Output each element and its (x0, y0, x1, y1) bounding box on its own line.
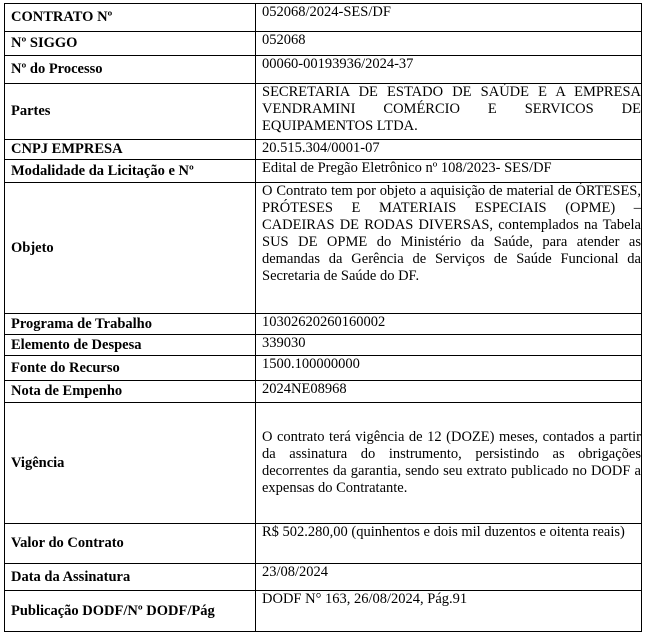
table-row-programa (5, 314, 642, 335)
table-row-cnpj (5, 140, 642, 160)
assinatura-value: 23/08/2024 (256, 564, 642, 591)
table-row-contrato (5, 4, 642, 32)
programa-value: 10302620260160002 (256, 314, 642, 335)
vigencia-label: Vigência (5, 403, 256, 524)
empenho-label: Nota de Empenho (5, 381, 256, 403)
table-row-processo (5, 56, 642, 84)
cnpj-label: CNPJ EMPRESA (5, 140, 256, 160)
objeto-label: Objeto (5, 183, 256, 314)
fonte-label: Fonte do Recurso (5, 356, 256, 381)
table-row-empenho (5, 381, 642, 403)
contrato-value: 052068/2024-SES/DF (256, 4, 642, 32)
contract-extract-table (4, 3, 642, 632)
siggo-value: 052068 (256, 32, 642, 56)
siggo-label: Nº SIGGO (5, 32, 256, 56)
table-row-publicacao (5, 591, 642, 632)
fonte-value: 1500.100000000 (256, 356, 642, 381)
modalidade-label: Modalidade da Licitação e Nº (5, 160, 256, 183)
valor-value: R$ 502.280,00 (quinhentos e dois mil duzentos e oitenta reais) (256, 524, 642, 564)
contract-extract-sheet (4, 3, 642, 638)
assinatura-label: Data da Assinatura (5, 564, 256, 591)
elemento-label: Elemento de Despesa (5, 335, 256, 356)
table-row-siggo (5, 32, 642, 56)
elemento-value: 339030 (256, 335, 642, 356)
table-row-objeto (5, 183, 642, 314)
table-row-elemento (5, 335, 642, 356)
empenho-value: 2024NE08968 (256, 381, 642, 403)
objeto-value: O Contrato tem por objeto a aquisição de material de ÓRTESES, PRÓTESES E MATERIAIS ESPECIAIS (OPME) – CADEIRAS DE RODAS DIVERSAS, contemplados na Tabela SUS DE OPME do Ministério da Saúde, para atender as demandas da Gerência de Serviços de Saúde Funcional da Secretaria de Saúde do DF. (256, 183, 642, 314)
modalidade-value: Edital de Pregão Eletrônico nº 108/2023- SES/DF (256, 160, 642, 183)
partes-value: SECRETARIA DE ESTADO DE SAÚDE E A EMPRESA VENDRAMINI COMÉRCIO E SERVICOS DE EQUIPAMENTOS LTDA. (256, 84, 642, 140)
valor-label: Valor do Contrato (5, 524, 256, 564)
programa-label: Programa de Trabalho (5, 314, 256, 335)
table-row-partes (5, 84, 642, 140)
table-row-modalidade (5, 160, 642, 183)
processo-value: 00060-00193936/2024-37 (256, 56, 642, 84)
vigencia-value: O contrato terá vigência de 12 (DOZE) meses, contados a partir da assinatura do instrumento, persistindo as obrigações decorrentes da garantia, sendo seu extrato publicado no DODF a expensas do Contratante. (256, 403, 642, 524)
cnpj-value: 20.515.304/0001-07 (256, 140, 642, 160)
table-row-assinatura (5, 564, 642, 591)
publicacao-label: Publicação DODF/Nº DODF/Pág (5, 591, 256, 632)
contrato-label: CONTRATO Nº (5, 4, 256, 32)
table-row-fonte (5, 356, 642, 381)
table-row-vigencia (5, 403, 642, 524)
table-row-valor (5, 524, 642, 564)
processo-label: Nº do Processo (5, 56, 256, 84)
publicacao-value: DODF N° 163, 26/08/2024, Pág.91 (256, 591, 642, 632)
partes-label: Partes (5, 84, 256, 140)
